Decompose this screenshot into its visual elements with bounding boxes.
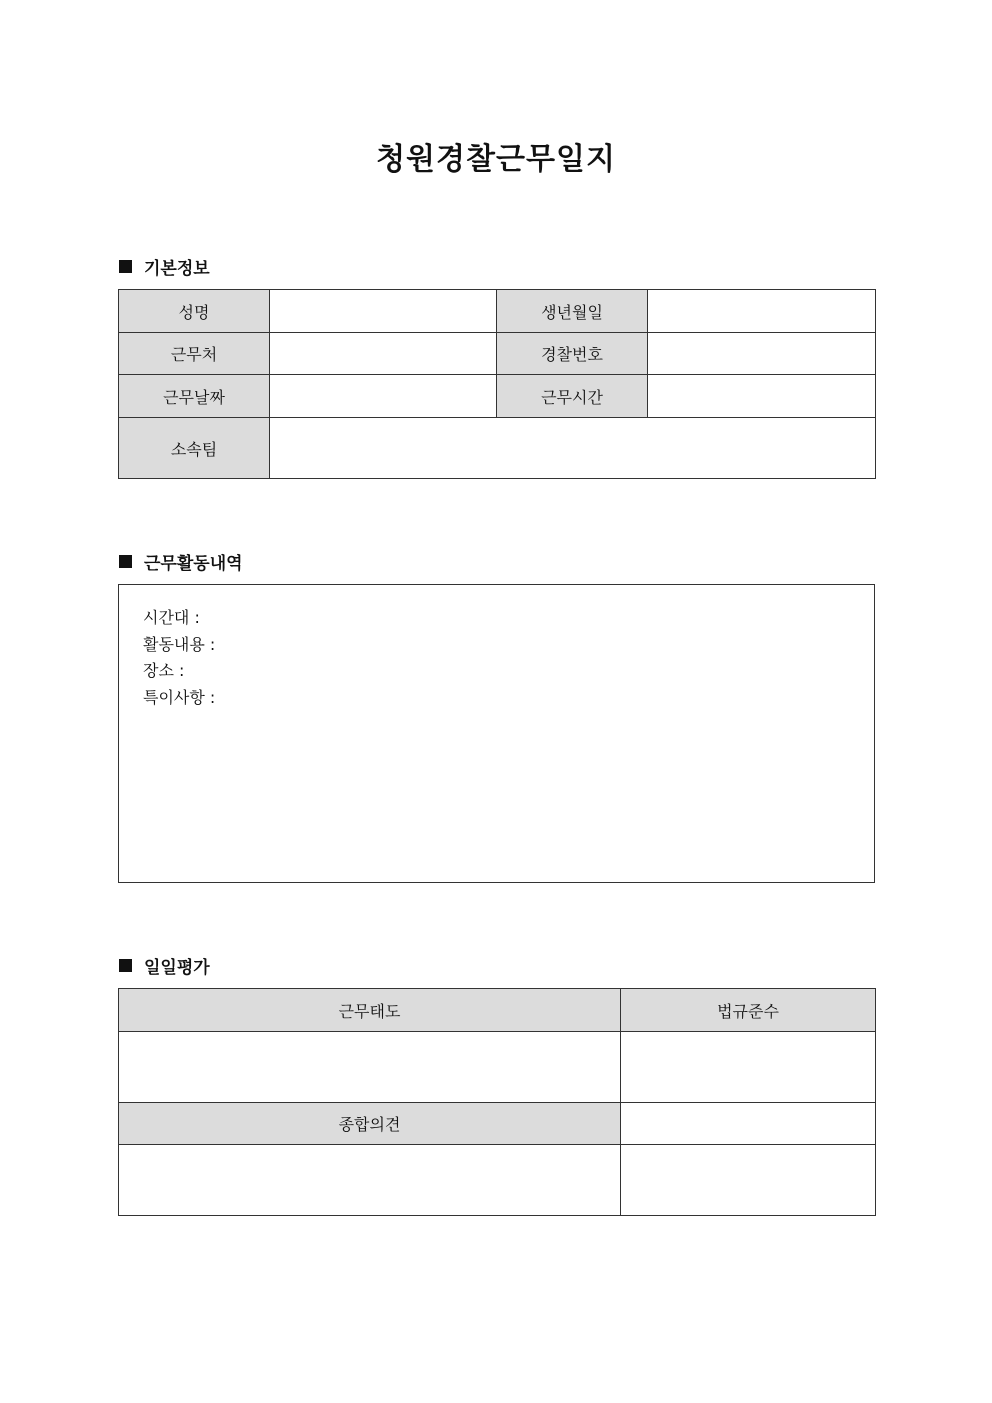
table-row — [119, 333, 876, 375]
workplace-field[interactable] — [270, 333, 497, 375]
opinion-side-field[interactable] — [621, 1103, 876, 1145]
name-label: 성명 — [119, 290, 270, 333]
table-row — [119, 418, 876, 479]
work-date-field[interactable] — [270, 375, 497, 418]
table-row — [119, 290, 876, 333]
table-row — [119, 1032, 876, 1103]
work-date-label: 근무날짜 — [119, 375, 270, 418]
basic-info-table — [118, 289, 876, 479]
activity-notes-line: 특이사항 : — [143, 687, 216, 707]
table-row — [119, 375, 876, 418]
section-title: 기본정보 — [144, 259, 210, 279]
law-compliance-label: 법규준수 — [621, 989, 876, 1032]
evaluation-table — [118, 988, 876, 1216]
section-title: 근무활동내역 — [144, 554, 243, 574]
name-field[interactable] — [270, 290, 497, 333]
table-row — [119, 1103, 876, 1145]
activity-location-line: 장소 : — [143, 661, 185, 680]
badge-number-field[interactable] — [648, 333, 876, 375]
section-heading-basic-info — [119, 254, 210, 279]
activity-content-line: 활동내용 : — [143, 634, 216, 654]
section-heading-activity — [119, 549, 243, 574]
section-heading-evaluation — [119, 953, 210, 978]
team-label: 소속팀 — [119, 418, 270, 479]
work-time-field[interactable] — [648, 375, 876, 418]
section-title: 일일평가 — [144, 958, 210, 978]
team-field[interactable] — [270, 418, 876, 479]
birthdate-field[interactable] — [648, 290, 876, 333]
law-compliance-field[interactable] — [621, 1032, 876, 1103]
activity-log-box[interactable] — [118, 584, 875, 883]
birthdate-label: 생년월일 — [497, 290, 648, 333]
work-attitude-label: 근무태도 — [119, 989, 621, 1032]
square-bullet-icon — [119, 555, 132, 568]
square-bullet-icon — [119, 260, 132, 273]
opinion-side-field-2[interactable] — [621, 1145, 876, 1216]
activity-lines — [143, 605, 215, 711]
work-time-label: 근무시간 — [497, 375, 648, 418]
workplace-label: 근무처 — [119, 333, 270, 375]
overall-opinion-label: 종합의견 — [119, 1103, 621, 1145]
badge-number-label: 경찰번호 — [497, 333, 648, 375]
page-title: 청원경찰근무일지 — [376, 142, 616, 177]
table-row — [119, 989, 876, 1032]
activity-time-line: 시간대 : — [143, 608, 200, 627]
square-bullet-icon — [119, 959, 132, 972]
work-attitude-field[interactable] — [119, 1032, 621, 1103]
table-row — [119, 1145, 876, 1216]
overall-opinion-field[interactable] — [119, 1145, 621, 1216]
